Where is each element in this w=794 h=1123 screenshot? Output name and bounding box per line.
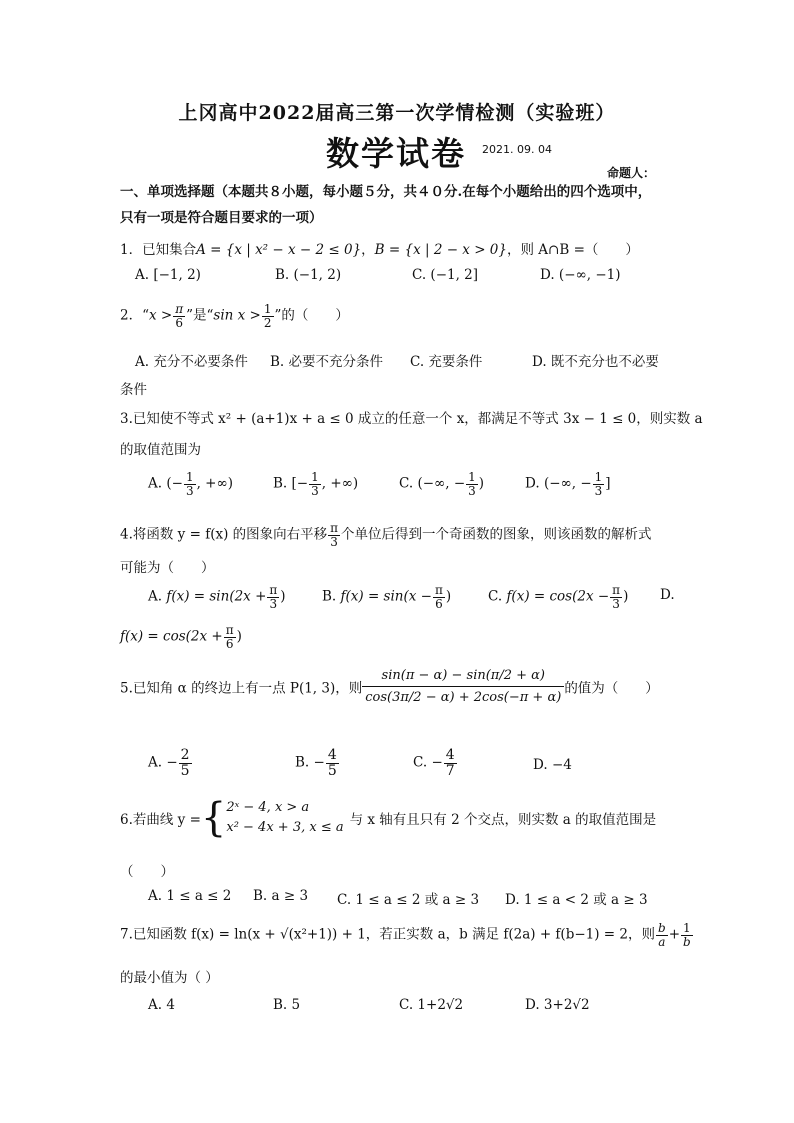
q3-option-c-post: ) [478, 475, 485, 492]
q4-option-b-num: π [434, 583, 443, 597]
q5-option-a-fraction [179, 748, 192, 778]
q5-option-b [295, 748, 340, 778]
q3-option-c-num: 1 [468, 470, 476, 484]
author-label: 命题人： [607, 166, 656, 180]
q2-option-c: C. 充要条件 [410, 354, 483, 370]
q6-option-a: A. 1 ≤ a ≤ 2 [148, 888, 232, 904]
question-3-line2: 的取值范围为 [120, 442, 201, 458]
q3-option-b [273, 471, 358, 497]
q4-option-c-label: C. [488, 588, 503, 605]
section-heading-line1: 一、单项选择题（本题共８小题，每小题５分，共４０分.在每个小题给出的四个选项中， [120, 184, 652, 200]
q5-option-a-sign: − [166, 754, 178, 771]
q1-option-b: B. (−1, 2) [275, 267, 342, 283]
question-1 [120, 238, 639, 258]
q6-option-d: D. 1 ≤ a < 2 或 a ≥ 3 [505, 892, 648, 908]
q4-option-c-den: 3 [612, 596, 620, 611]
q7-plus: + [668, 926, 680, 943]
q5-option-c-fraction [444, 748, 457, 778]
q5-option-b-fraction [326, 748, 339, 778]
question-3-line1: 3.已知使不等式 x² + (a+1)x + a ≤ 0 成立的任意一个 x，都满足不等式 3x − 1 ≤ 0，则实数 a [120, 411, 703, 427]
question-4-line1 [120, 522, 652, 548]
q7-f2-den: b [683, 934, 691, 949]
q1-prefix: 1．已知集合 [120, 242, 197, 258]
q4-option-b-den: 6 [435, 596, 443, 611]
q5-numerator: sin(π − α) − sin(π/2 + α) [362, 668, 564, 687]
question-2 [120, 303, 349, 329]
q3-option-d-num: 1 [594, 470, 603, 484]
q2-option-d-wrap: 条件 [120, 382, 147, 398]
q5-option-b-sign: − [313, 754, 325, 771]
q4-option-c [488, 584, 628, 610]
q2-option-d: D. 既不充分也不必要 [532, 354, 659, 370]
q4-option-d [120, 624, 242, 650]
q3-option-d-fraction [593, 471, 605, 497]
question-7-line1 [120, 922, 694, 948]
q3-option-c-den: 3 [468, 483, 476, 498]
q5-denominator: cos(3π/2 − α) + 2cos(−π + α) [365, 690, 562, 705]
q3-option-d-den: 3 [594, 483, 603, 498]
q4-option-a-num: π [269, 583, 278, 597]
q1-option-d: D. (−∞, −1) [540, 267, 621, 283]
q3-option-c-pre: (−∞, − [417, 475, 466, 492]
q3-option-b-post: , +∞) [321, 475, 359, 492]
q2-prefix: 2．“ [120, 307, 149, 324]
q4-option-b-label: B. [322, 588, 337, 605]
q4-option-d-num: π [225, 623, 234, 637]
q6-piece1: 2ˣ − 4, x > a [226, 800, 310, 815]
q7-fraction-2 [681, 922, 693, 948]
q3-option-d [525, 471, 611, 497]
q4-line1-pre: 4.将函数 y = f(x) 的图象向右平移 [120, 526, 328, 543]
q4-option-a-pre: f(x) = sin(2x + [166, 588, 267, 605]
q3-option-a-pre: (− [166, 475, 183, 492]
q3-option-b-num: 1 [311, 470, 319, 484]
q5-option-d-label: D. [533, 757, 548, 773]
question-7-line2: 的最小值为（ ） [120, 970, 219, 986]
q3-option-a-label: A. [148, 475, 163, 492]
question-5 [120, 668, 659, 705]
q6-piece2: x² − 4x + 3, x ≤ a [226, 820, 344, 836]
q3-option-b-den: 3 [311, 483, 319, 498]
q7-option-d: D. 3+2√2 [525, 997, 590, 1013]
q1-set-a: A = {x | x² − x − 2 ≤ 0} [196, 242, 362, 258]
q2-cond1-num: π [175, 302, 184, 316]
q3-option-a-post: , +∞) [196, 475, 233, 492]
q1-option-c: C. (−1, 2] [412, 267, 479, 283]
q3-option-a-fraction [184, 471, 196, 497]
q3-option-c-fraction [466, 471, 478, 497]
q1-ask: ，则 A∩B =（ ） [507, 242, 639, 258]
q7-f1-num: b [658, 921, 666, 935]
q7-fraction-1 [656, 922, 668, 948]
q4-option-b [322, 584, 451, 610]
q2-cond2: sin x > [213, 307, 261, 324]
q7-option-a: A. 4 [148, 997, 175, 1013]
q4-option-c-fraction [610, 584, 622, 610]
q7-f1-den: a [658, 934, 666, 949]
q3-option-b-label: B. [273, 475, 288, 492]
q5-option-a [148, 748, 193, 778]
question-6 [120, 795, 657, 842]
q5-option-a-den: 5 [180, 762, 190, 779]
q5-post: 的值为（ ） [564, 680, 659, 697]
q5-option-a-label: A. [148, 754, 163, 771]
q2-option-a: A. 充分不必要条件 [135, 354, 248, 370]
q3-option-a [148, 471, 233, 497]
q6-post: 与 x 轴有且只有 2 个交点，则实数 a 的取值范围是 [349, 812, 657, 829]
q4-option-b-fraction [433, 584, 445, 610]
q6-piecewise [226, 798, 343, 838]
q3-option-d-label: D. [525, 475, 540, 492]
q3-option-b-pre: [− [291, 475, 309, 492]
q6-pre: 6.若曲线 y = [120, 812, 201, 829]
q7-option-b: B. 5 [273, 997, 301, 1013]
q4-option-c-num: π [612, 583, 621, 597]
question-4-line2: 可能为（ ） [120, 560, 215, 576]
q2-cond1-fraction [173, 303, 185, 329]
q4-option-d-fraction [224, 624, 236, 650]
q4-option-b-post: ) [445, 588, 452, 605]
q5-option-d [533, 757, 572, 773]
q4-option-d-post: ) [236, 628, 242, 645]
q4-option-a-post: ) [280, 588, 286, 605]
q3-option-c [399, 471, 484, 497]
q4-option-a-fraction [267, 584, 279, 610]
q2-cond1-den: 6 [175, 315, 183, 330]
q5-option-c-den: 7 [445, 762, 455, 779]
q4-shift-num: π [330, 521, 339, 535]
q4-option-b-pre: f(x) = sin(x − [340, 588, 432, 605]
q1-mid: ， [361, 242, 375, 258]
exam-header-title: 上冈高中2022届高三第一次学情检测（实验班） [178, 102, 616, 124]
q4-option-c-pre: f(x) = cos(2x − [506, 588, 610, 605]
q7-f2-num: 1 [681, 922, 693, 936]
exam-subject-title: 数学试卷 [326, 134, 466, 173]
q4-line1-post: 个单位后得到一个奇函数的图象，则该函数的解析式 [341, 526, 652, 543]
q1-option-a: A. [−1, 2) [135, 267, 201, 283]
q4-option-a [148, 584, 286, 610]
q5-expression [362, 668, 564, 705]
q2-cond1: x > [149, 307, 173, 324]
q7-option-c: C. 1+2√2 [399, 997, 464, 1013]
q2-mid: ”是“ [186, 307, 214, 324]
q2-suffix: ”的（ ） [274, 307, 349, 324]
q5-option-a-num: 2 [180, 747, 190, 763]
q5-option-d-value: −4 [551, 757, 572, 773]
q1-set-b: B = {x | 2 − x > 0} [374, 242, 507, 258]
q4-option-d-pre: f(x) = cos(2x + [120, 628, 223, 645]
q5-option-c-num: 4 [445, 747, 455, 763]
q4-shift-fraction [328, 522, 340, 548]
q3-option-d-post: ] [605, 475, 611, 492]
q3-option-d-pre: (−∞, − [543, 475, 592, 492]
q6-option-c: C. 1 ≤ a ≤ 2 或 a ≥ 3 [337, 892, 480, 908]
q6-answer-paren: （ ） [120, 864, 174, 880]
q2-option-b: B. 必要不充分条件 [270, 354, 384, 370]
q4-option-a-den: 3 [269, 596, 278, 611]
q5-option-b-den: 5 [327, 762, 337, 779]
section-heading-line2: 只有一项是符合题目要求的一项） [120, 210, 323, 226]
q6-brace: { [200, 795, 227, 842]
q3-option-a-num: 1 [185, 470, 194, 484]
q5-option-c [413, 748, 458, 778]
q5-option-c-label: C. [413, 754, 428, 771]
q2-cond2-den: 2 [263, 315, 272, 330]
q4-option-d-den: 6 [225, 636, 234, 651]
q5-option-b-label: B. [295, 754, 310, 771]
q4-option-c-post: ) [623, 588, 629, 605]
q4-shift-den: 3 [330, 534, 338, 549]
q4-option-d-label: D. [660, 587, 675, 603]
q7-line1-pre: 7.已知函数 f(x) = ln(x + √(x²+1)) + 1，若正实数 a，b 满足 f(2a) + f(b−1) = 2，则 [120, 926, 655, 943]
q3-option-c-label: C. [399, 475, 414, 492]
q4-option-a-label: A. [148, 588, 163, 605]
q3-option-b-fraction [309, 471, 321, 497]
q3-option-a-den: 3 [185, 483, 194, 498]
q5-option-c-sign: − [431, 754, 443, 771]
q5-option-b-num: 4 [327, 747, 337, 763]
q6-option-b: B. a ≥ 3 [253, 888, 309, 904]
q5-pre: 5.已知角 α 的终边上有一点 P(1, 3)，则 [120, 680, 363, 697]
q2-cond2-fraction [262, 303, 274, 329]
q2-cond2-num: 1 [263, 302, 272, 316]
exam-date: 2021. 09. 04 [482, 143, 552, 156]
